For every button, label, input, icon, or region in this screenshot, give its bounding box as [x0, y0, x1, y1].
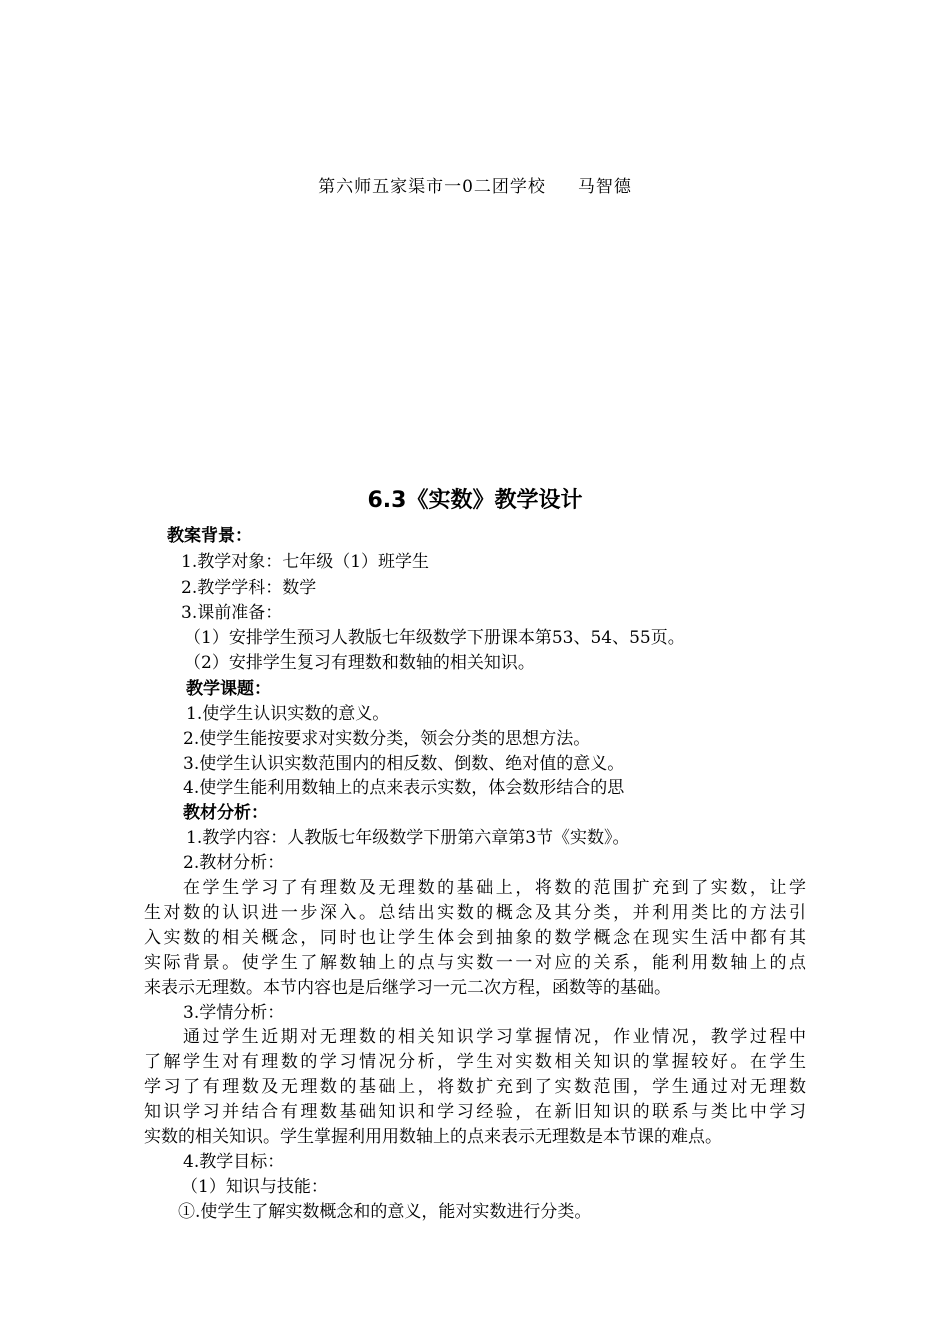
text-line: 1.教学对象：七年级（1）班学生	[181, 552, 430, 572]
text-line: 1.使学生认识实数的意义。	[186, 704, 390, 724]
text-line: 了解学生对有理数的学习情况分析，学生对实数相关知识的掌握较好。在学生	[144, 1052, 806, 1072]
text-line: 在学生学习了有理数及无理数的基础上，将数的范围扩充到了实数，让学	[183, 878, 806, 898]
text-line: 入实数的相关概念，同时也让学生体会到抽象的数学概念在现实生活中都有其	[144, 928, 806, 948]
text-line: 实数的相关知识。学生掌握利用用数轴上的点来表示无理数是本节课的难点。	[144, 1127, 722, 1147]
text-line: 4.使学生能利用数轴上的点来表示实数，体会数形结合的思	[183, 778, 625, 798]
text-line: 3.学情分析：	[183, 1003, 285, 1023]
text-line: 2.教学学科：数学	[181, 578, 317, 598]
section-heading: 教材分析：	[183, 803, 268, 823]
section-heading: 教案背景：	[167, 526, 252, 546]
author-line: 第六师五家渠市一0二团学校 马智德	[318, 177, 632, 197]
text-line: 知识学习并结合有理数基础知识和学习经验，在新旧知识的联系与类比中学习	[144, 1102, 806, 1122]
text-line: （2）安排学生复习有理数和数轴的相关知识。	[184, 653, 535, 673]
text-line: 学习了有理数及无理数的基础上，将数扩充到了实数范围，学生通过对无理数	[144, 1077, 806, 1097]
text-line: 1.教学内容：人教版七年级数学下册第六章第3节《实数》。	[186, 828, 630, 848]
text-line: （1）安排学生预习人教版七年级数学下册课本第53、54、55页。	[184, 628, 685, 648]
text-line: 通过学生近期对无理数的相关知识学习掌握情况，作业情况，教学过程中	[183, 1027, 806, 1047]
document-title: 6.3《实数》教学设计	[367, 488, 583, 513]
text-line: 来表示无理数。本节内容也是后继学习一元二次方程，函数等的基础。	[144, 978, 671, 998]
text-line: 4.教学目标：	[183, 1152, 285, 1172]
text-line: 实际背景。使学生了解数轴上的点与实数一一对应的关系，能利用数轴上的点	[144, 953, 806, 973]
text-line: 3.使学生认识实数范围内的相反数、倒数、绝对值的意义。	[183, 754, 625, 774]
text-line: 生对数的认识进一步深入。总结出实数的概念及其分类，并利用类比的方法引	[144, 903, 806, 923]
section-heading: 教学课题：	[186, 679, 271, 699]
text-line: （1）知识与技能：	[181, 1177, 328, 1197]
text-line: 2.教材分析：	[183, 853, 285, 873]
text-line: 2.使学生能按要求对实数分类，领会分类的思想方法。	[183, 729, 591, 749]
text-line: 3.课前准备：	[181, 603, 283, 623]
text-line: ①.使学生了解实数概念和的意义，能对实数进行分类。	[178, 1202, 592, 1222]
